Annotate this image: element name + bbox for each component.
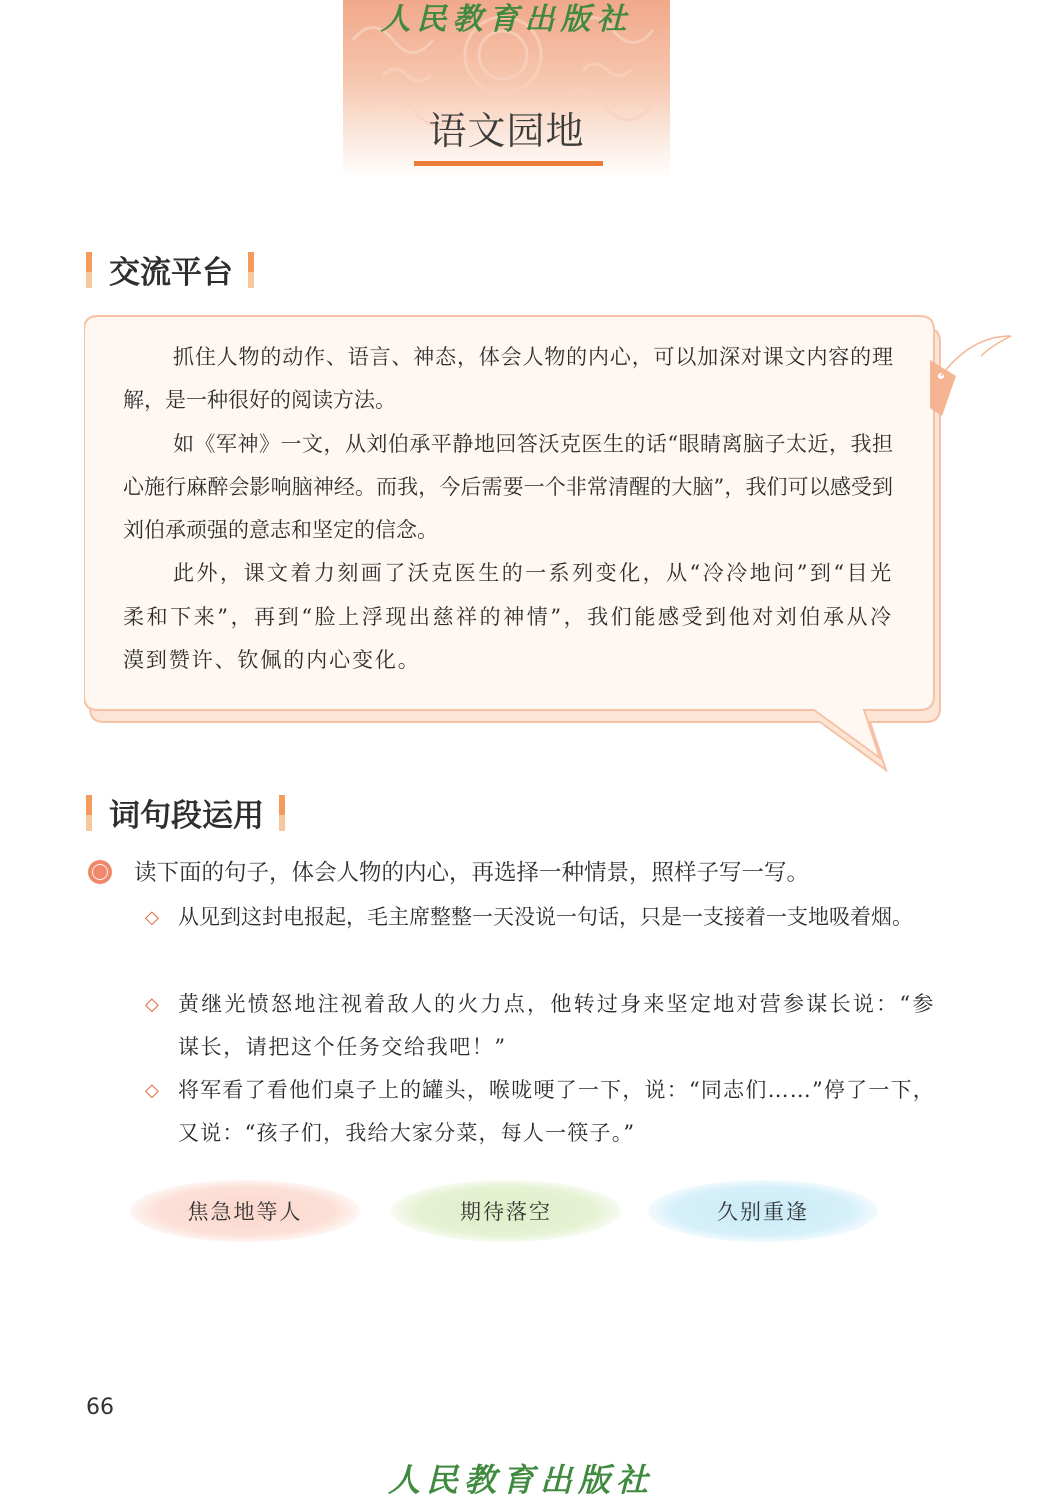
example-sentence-text: 从见到这封电报起，毛主席整整一天没说一句话，只是一支接着一支地吸着烟。 bbox=[178, 905, 913, 929]
publisher-logo-bottom: 人民教育出版社 bbox=[388, 1461, 655, 1499]
card-paragraph: 如《军神》一文，从刘伯承平静地回答沃克医生的话“眼睛离脑子太近，我担心施行麻醉会影响脑神经。而我，今后需要一个非常清醒的大脑”，我们可以感受到刘伯承顽强的意志和坚定的信念。 bbox=[123, 431, 893, 543]
example-sentence bbox=[145, 896, 935, 939]
diamond-bullet-icon: ◇ bbox=[145, 1080, 159, 1101]
section-heading-usage bbox=[86, 790, 285, 835]
exercise-prompt: 读下面的句子，体会人物的内心，再选择一种情景，照样子写一写。 bbox=[134, 860, 810, 886]
publisher-logo-top: 人民教育出版社 bbox=[380, 2, 633, 37]
scenario-option-disappointed: 期待落空 bbox=[391, 1180, 621, 1242]
card-paragraph: 此外，课文着力刻画了沃克医生的一系列变化，从“冷冷地问”到“目光柔和下来”，再到“脸上浮现出慈祥的神情”，我们能感受到他对刘伯承从冷漠到赞许、钦佩的内心变化。 bbox=[123, 561, 893, 673]
example-sentence-text: 黄继光愤怒地注视着敌人的火力点，他转过身来坚定地对营参谋长说：“参谋长，请把这个任务交给我吧！” bbox=[178, 992, 935, 1059]
title-underline bbox=[414, 161, 603, 166]
scenario-option-waiting: 焦急地等人 bbox=[130, 1180, 360, 1242]
section-heading-exchange bbox=[86, 247, 254, 292]
heading-bar-left bbox=[86, 252, 92, 288]
heading-bar-right bbox=[248, 252, 254, 288]
heading-bar-right bbox=[279, 795, 285, 831]
card-paragraph: 抓住人物的动作、语言、神态，体会人物的内心，可以加深对课文内容的理解，是一种很好的阅读方法。 bbox=[123, 345, 893, 413]
diamond-bullet-icon: ◇ bbox=[145, 994, 159, 1015]
section-heading-label: 词句段运用 bbox=[109, 798, 264, 834]
example-sentence bbox=[145, 1069, 935, 1155]
card-text bbox=[123, 336, 893, 682]
section-heading-label: 交流平台 bbox=[109, 255, 233, 291]
page-number: 66 bbox=[86, 1395, 114, 1420]
exercise-seal-icon bbox=[88, 860, 112, 884]
example-sentence bbox=[145, 983, 935, 1069]
scenario-option-reunion: 久别重逢 bbox=[648, 1180, 878, 1242]
tag-icon bbox=[930, 336, 1011, 416]
heading-bar-left bbox=[86, 795, 92, 831]
chapter-title: 语文园地 bbox=[428, 109, 585, 153]
diamond-bullet-icon: ◇ bbox=[145, 907, 159, 928]
example-sentence-text: 将军看了看他们桌子上的罐头，喉咙哽了一下，说：“同志们……”停了一下，又说：“孩子们，我给大家分菜，每人一筷子。” bbox=[178, 1078, 935, 1145]
